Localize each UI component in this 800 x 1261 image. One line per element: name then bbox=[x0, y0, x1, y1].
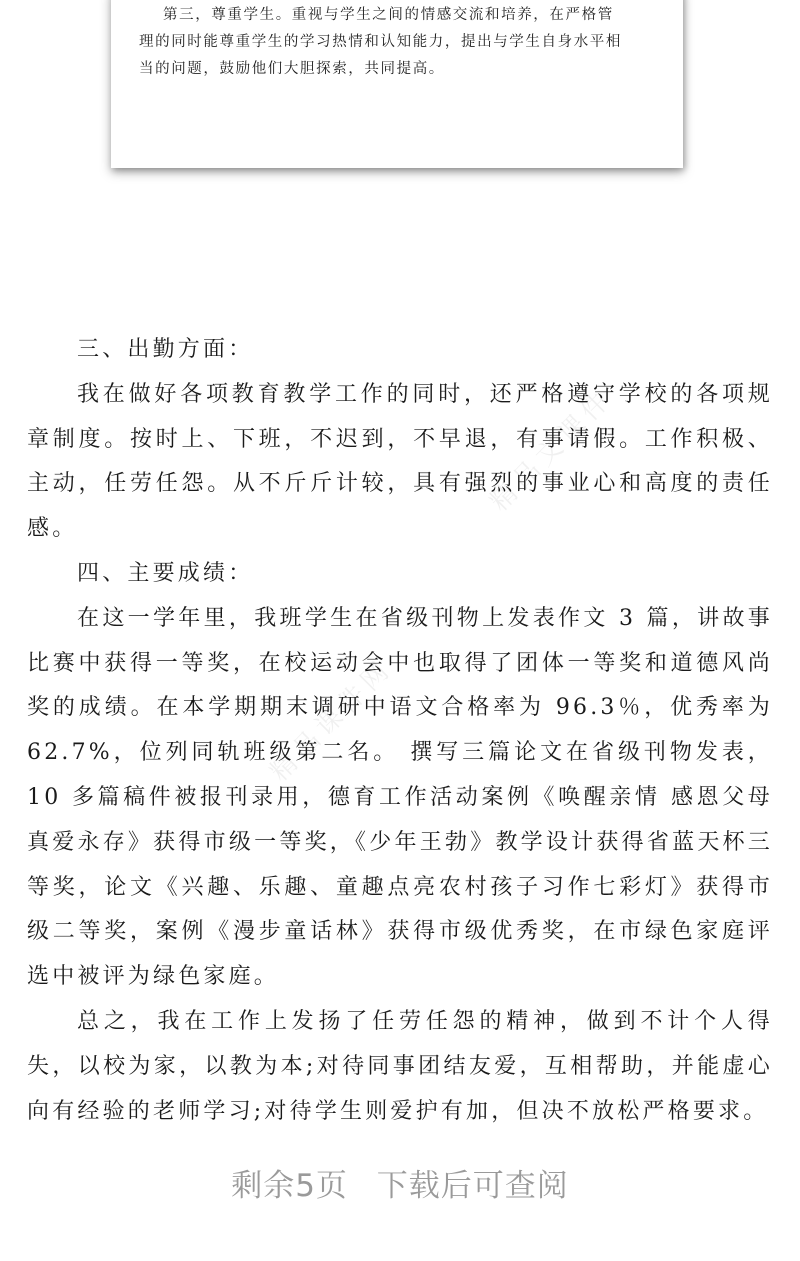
preview-line-3: 当的问题，鼓励他们大胆探索，共同提高。 bbox=[139, 61, 445, 77]
preview-line-2: 理的同时能尊重学生的学习热情和认知能力，提出与学生自身水平相 bbox=[139, 34, 622, 50]
paragraph-achievements: 在这一学年里，我班学生在省级刊物上发表作文 3 篇，讲故事比赛中获得一等奖，在校运动会中也取得了团体一等奖和道德风尚奖的成绩。在本学期期末调研中语文合格率为 96.3％，优秀率为 62.7%，位列同轨班级第二名。 撰写三篇论文在省级刊物发表，10 多篇稿件被报刊录用，德育工作活动案例《唤醒亲情 感恩父母 真爱永存》获得市级一等奖，《少年王勃》教学设计获得省蓝天杯三等奖，论文《兴趣、乐趣、童趣点亮农村孩子习作七彩灯》获得市级二等奖，案例《漫步童话林》获得市级优秀奖，在市绿色家庭评选中被评为绿色家庭。 bbox=[27, 605, 773, 990]
paragraph-attendance: 我在做好各项教育教学工作的同时，还严格遵守学校的各项规章制度。按时上、下班，不迟到，不早退，有事请假。工作积极、主动，任劳任怨。从不斤斤计较，具有强烈的事业心和高度的责任感。 bbox=[27, 381, 773, 542]
remaining-pages-download-prompt[interactable]: 剩余5页 下载后可查阅 bbox=[231, 1168, 569, 1204]
preview-line-1: 第三，尊重学生。重视与学生之间的情感交流和培养，在严格管 bbox=[163, 7, 614, 23]
document-body bbox=[27, 328, 773, 1134]
watermark-text: 精品课件网 bbox=[264, 653, 399, 788]
section-heading-attendance: 三、出勤方面： bbox=[77, 337, 254, 362]
section-heading-achievements: 四、主要成绩： bbox=[77, 560, 254, 586]
paragraph-conclusion: 总之，我在工作上发扬了任劳任怨的精神，做到不计个人得失，以校为家，以教为本;对待同事团结友爱，互相帮助，并能虚心向有经验的老师学习;对待学生则爱护有加，但决不放松严格要求。 bbox=[27, 1008, 773, 1124]
previous-page-preview bbox=[111, 0, 683, 168]
watermark-text: 精品文课件 bbox=[484, 383, 619, 518]
